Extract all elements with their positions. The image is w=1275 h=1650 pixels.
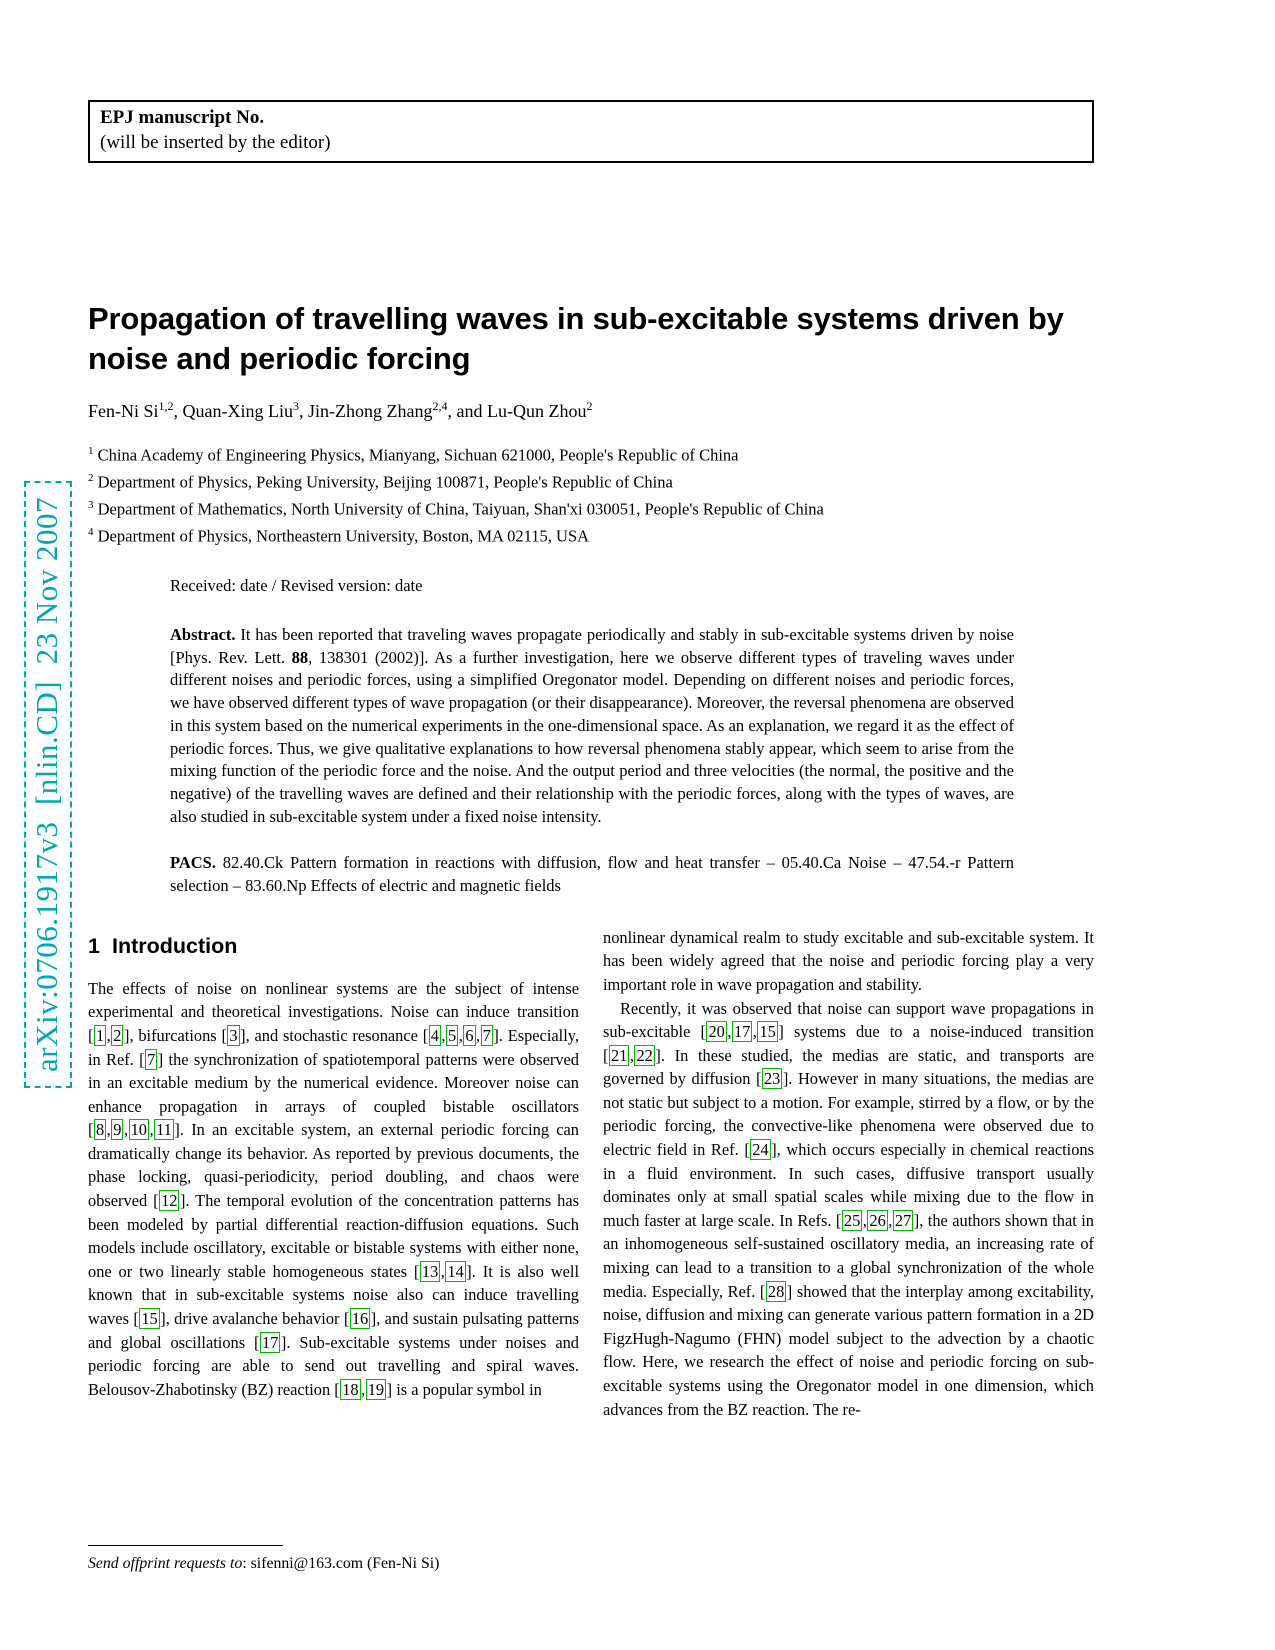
citation-link[interactable]: 11 (156, 1120, 172, 1140)
authors-line: Fen-Ni Si$^{1,2}$, Quan-Xing Liu$^3$, Jin-Zhong Zhang$^{2,4}$, and Lu-Qun Zhou$^2$ (88, 399, 593, 421)
citation-link[interactable]: 13 (421, 1261, 439, 1281)
citation-link[interactable]: 2 (113, 1025, 122, 1045)
citation-link[interactable]: 7 (147, 1049, 156, 1069)
citation-link[interactable]: 9 (113, 1120, 122, 1140)
left-column-paragraphs (88, 977, 579, 1402)
page (88, 100, 1094, 1574)
abstract-text: It has been reported that traveling waves propagate periodically and stably in sub-excitable systems driven by noise [Phys. Rev. Lett. 88, 138301 (2002)]. As a further investigation, here we observe different types of traveling waves under different noises and periodic forces, using a simplified Oregonator model. Depending on different noises and periodic forces, we have observed different types of wave propagation (or their disappearance). Moreover, the reversal phenomena are observed in this system based on the numerical experiments in the one-dimensional space. As an explanation, we regard it as the effect of periodic forces. Thus, we give qualitative explanations to how reversal phenomena stably appear, which seem to arise from the mixing function of the periodic force and the noise. And the output period and three velocities (the normal, the positive and the negative) of the travelling waves are defined and their relationship with the periodic forces, along with the types of waves, are also studied in sub-excitable system under a fixed noise intensity. (170, 625, 1014, 826)
affiliation-line: $^3$ Department of Mathematics, North University of China, Taiyuan, Shan'xi 030051, People's Republic of China (88, 499, 824, 519)
footnote-separator: : (242, 1554, 251, 1572)
citation-link[interactable]: 5 (448, 1025, 457, 1045)
footnote (88, 1535, 579, 1574)
citation-link[interactable]: 21 (610, 1045, 628, 1065)
citation-link[interactable]: 22 (636, 1045, 653, 1065)
paragraph: nonlinear dynamical realm to study excitable and sub-excitable system. It has been widely agreed that the noise and periodic forcing play a very important role in wave propagation and stability. (603, 927, 1094, 994)
paragraph: The effects of noise on nonlinear systems are the subject of intense experimental and theoretical investigations. Noise can induce transition [ 1 , 2 ], bifurcations [ 3 ], and stochastic resonance [ 4 , 5 , 6 , 7 ]. Especially, in Ref. [ 7 ] the synchronization of spatiotemporal patterns were observed in an excitable medium by the numerical evidence. Moreover noise can enhance propagation in arrays of coupled bistable oscillators [ 8 , 9 , 10 , 11 ]. In an excitable system, an external periodic forcing can dramatically change its behavior. As reported by previous documents, the phase locking, quasi-periodicity, period doubling, and chaos were observed [ 12 ]. The temporal evolution of the concentration patterns has been modeled by partial differential reaction-diffusion equations. Such models include oscillatory, excitable or bistable systems with either none, one or two linearly stable homogeneous states [ 13 , 14 ]. It is also well known that in sub-excitable systems noise also can induce travelling waves [ 15 ], drive avalanche behavior [ 16 ], and sustain pulsating patterns and global oscillations [ 17 ]. Sub-excitable systems under noises and periodic forcing are able to send out travelling and spiral waves. Belousov-Zhabotinsky (BZ) reaction [ 18 , 19 ] is a popular symbol in (88, 978, 580, 1399)
manuscript-header-box (88, 100, 1094, 163)
affiliations (88, 440, 1094, 548)
two-column-body (88, 926, 1094, 1574)
paragraph: Recently, it was observed that noise can support wave propagations in sub-excitable [ 20 , 17 , 15 ] systems due to a noise-induced transition [ 21 , 22 ]. In these studied, the medias are static, and transports are governed by diffusion [ 23 ]. However in many situations, the medias are not static but subject to a motion. For example, stirred by a flow, or by the periodic forcing, the convective-like phenomena were observed due to electric field in Ref. [ 24 ], which occurs especially in chemical reactions in a fluid environment. In such cases, diffusive transport usually dominates only at small spatial scales while mixing due to the flow in much faster at large scale. In Refs. [ 25 , 26 , 27 ], the authors shown that in an inhomogeneous self-sustained oscillatory media, an increasing rate of mixing can lead to a transition to a global synchronization of the whole media. Especially, Ref. [ 28 ] showed that the interplay among excitability, noise, diffusion and mixing can generate various pattern formation in a 2D FigzHugh-Nagumo (FHN) model subject to the advection by a chaotic flow. Here, we research the effect of noise and periodic forcing on sub-excitable systems using the Oregonator model in one dimension, which advances from the BZ reaction. The re- (603, 998, 1095, 1419)
abstract (170, 624, 1014, 828)
citation-link[interactable]: 28 (767, 1281, 785, 1301)
footnote-rule (88, 1545, 283, 1546)
citation-link[interactable]: 4 (430, 1025, 439, 1045)
affiliation-line: $^1$ China Academy of Engineering Physics, Mianyang, Sichuan 621000, People's Republic of China (88, 445, 739, 465)
citation-link[interactable]: 23 (763, 1069, 781, 1089)
citation-link[interactable]: 26 (869, 1210, 886, 1230)
affiliation-line: $^4$ Department of Physics, Northeastern University, Boston, MA 02115, USA (88, 526, 590, 546)
arxiv-stamp: arXiv:0706.1917v3 [nlin.CD] 23 Nov 2007 (24, 481, 72, 1088)
citation-link[interactable]: 12 (161, 1191, 178, 1211)
manuscript-note-line: (will be inserted by the editor) (100, 132, 331, 153)
citation-link[interactable]: 25 (843, 1210, 861, 1230)
section-heading-introduction (88, 934, 579, 959)
received-line: Received: date / Revised version: date (170, 576, 423, 595)
citation-link[interactable]: 18 (342, 1379, 359, 1399)
citation-link[interactable]: 27 (894, 1210, 912, 1230)
paper-title: Propagation of travelling waves in sub-excitable systems driven by noise and periodic forcing (88, 301, 1064, 376)
pacs-label: PACS. (170, 853, 216, 873)
citation-link[interactable]: 14 (447, 1261, 464, 1281)
citation-link[interactable]: 17 (733, 1022, 751, 1042)
pacs (170, 852, 1014, 897)
citation-link[interactable]: 1 (95, 1025, 105, 1045)
section-title: Introduction (111, 933, 238, 958)
offprint-author-name: (Fen-Ni Si) (363, 1554, 440, 1572)
citation-link[interactable]: 8 (95, 1120, 105, 1140)
citation-link[interactable]: 24 (752, 1140, 769, 1160)
abstract-label: Abstract. (170, 625, 236, 644)
citation-link[interactable]: 19 (367, 1379, 385, 1399)
citation-link[interactable]: 20 (708, 1022, 725, 1042)
citation-link[interactable]: 15 (759, 1022, 776, 1042)
offprint-email-link[interactable]: sifenni@163.com (250, 1554, 364, 1572)
citation-link[interactable]: 7 (482, 1025, 491, 1045)
pacs-text: 82.40.Ck Pattern formation in reactions with diffusion, flow and heat transfer – 05.40.Ca Noise – 47.54.-r Pattern selection – 83.60.Np Effects of electric and magnetic fields (170, 853, 1015, 896)
citation-link[interactable]: 17 (262, 1332, 279, 1352)
right-column-paragraphs (603, 926, 1094, 1421)
citation-link[interactable]: 10 (130, 1120, 147, 1140)
section-number: 1 (88, 933, 100, 958)
affiliation-line: $^2$ Department of Physics, Peking University, Beijing 100871, People's Republic of China (88, 472, 673, 492)
left-column (88, 926, 579, 1574)
citation-link[interactable]: 16 (351, 1309, 369, 1329)
citation-link[interactable]: 6 (465, 1025, 474, 1045)
offprint-request-label: Send offprint requests to (88, 1554, 243, 1572)
right-column (603, 926, 1094, 1574)
citation-link[interactable]: 3 (229, 1025, 238, 1045)
citation-link[interactable]: 15 (141, 1309, 158, 1329)
manuscript-no-line: EPJ manuscript No. (100, 107, 265, 128)
